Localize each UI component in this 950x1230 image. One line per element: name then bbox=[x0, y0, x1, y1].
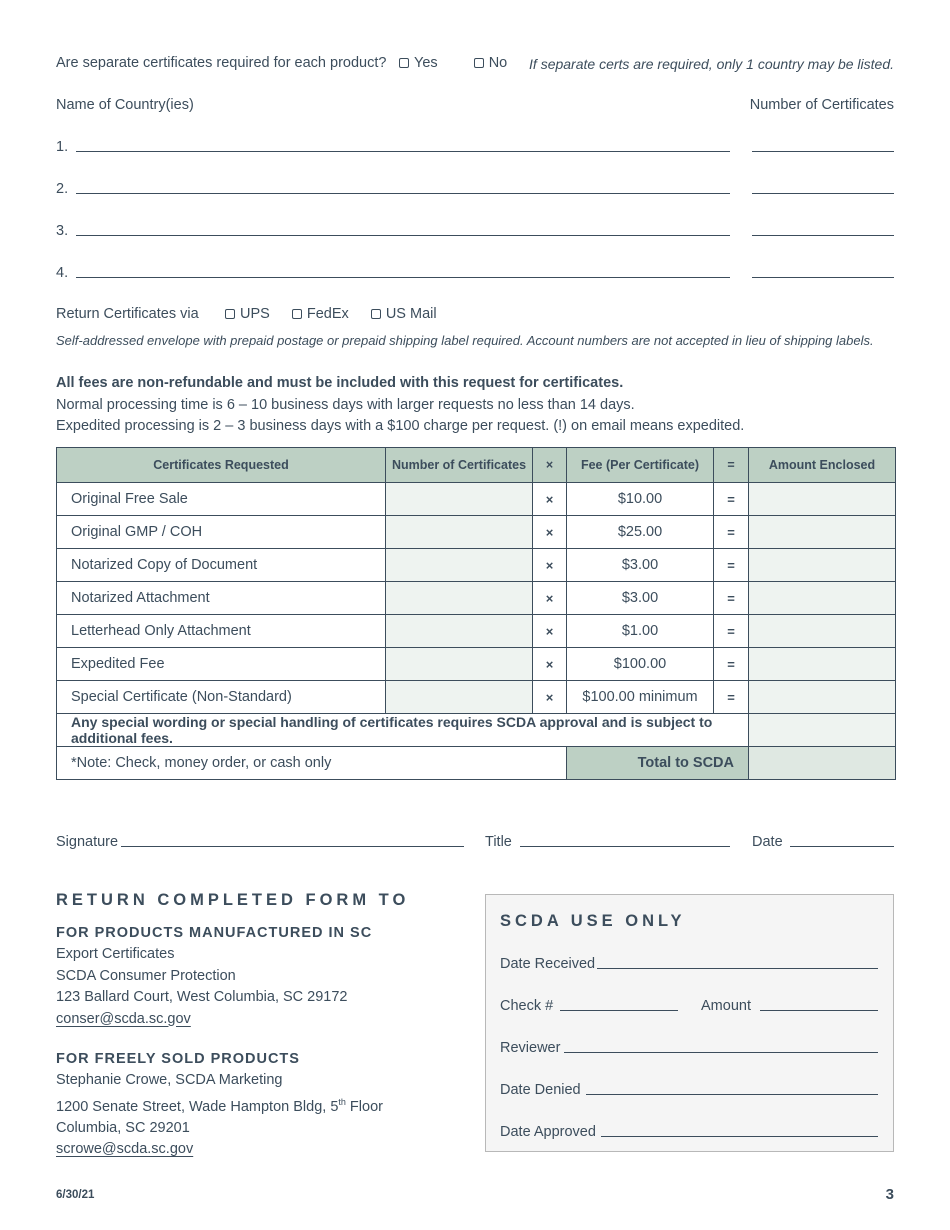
sc-address bbox=[56, 944, 348, 1030]
amount-input-cell[interactable] bbox=[749, 483, 896, 516]
yes-option[interactable] bbox=[399, 55, 438, 71]
equals-symbol: = bbox=[714, 549, 749, 582]
equals-symbol: = bbox=[714, 582, 749, 615]
number-input-cell[interactable] bbox=[386, 681, 533, 714]
certificate-type: Notarized Attachment bbox=[57, 582, 386, 615]
address-line: Stephanie Crowe, SCDA Marketing bbox=[56, 1072, 283, 1088]
certificate-count-line[interactable] bbox=[752, 151, 894, 152]
special-handling-note: Any special wording or special handling of certificates requires SCDA approval and is subject to additional fees. bbox=[57, 714, 749, 747]
header-times: × bbox=[533, 448, 567, 483]
separate-certs-options bbox=[399, 55, 525, 71]
country-name-line[interactable] bbox=[76, 277, 730, 278]
amount-input-cell[interactable] bbox=[749, 549, 896, 582]
date-denied-label: Date Denied bbox=[500, 1082, 581, 1098]
usmail-checkbox[interactable] bbox=[371, 309, 381, 319]
fee-value: $3.00 bbox=[567, 582, 714, 615]
certificate-count-header: Number of Certificates bbox=[749, 97, 894, 113]
check-number-line[interactable] bbox=[560, 1010, 678, 1011]
table-row bbox=[57, 516, 896, 549]
address-line: SCDA Consumer Protection bbox=[56, 967, 236, 984]
no-option[interactable] bbox=[474, 55, 508, 71]
ordinal-suffix: th bbox=[338, 1096, 346, 1107]
fee-value: $100.00 bbox=[567, 648, 714, 681]
fee-value: $100.00 minimum bbox=[567, 681, 714, 714]
special-note-row bbox=[57, 714, 896, 747]
sc-email-link[interactable]: conser@scda.sc.gov bbox=[56, 1010, 191, 1027]
check-number-label: Check # bbox=[500, 998, 554, 1014]
fee-value: $3.00 bbox=[567, 549, 714, 582]
number-input-cell[interactable] bbox=[386, 549, 533, 582]
fedex-option[interactable] bbox=[292, 306, 349, 322]
certificate-type: Letterhead Only Attachment bbox=[57, 615, 386, 648]
table-row bbox=[57, 681, 896, 714]
scda-use-only-heading: SCDA USE ONLY bbox=[500, 912, 686, 930]
fee-table-header bbox=[57, 448, 896, 483]
payment-note: *Note: Check, money order, or cash only bbox=[57, 747, 567, 780]
date-denied-line[interactable] bbox=[586, 1094, 878, 1095]
certificate-count-line[interactable] bbox=[752, 235, 894, 236]
certificate-count-line[interactable] bbox=[752, 193, 894, 194]
fee-value: $10.00 bbox=[567, 483, 714, 516]
equals-symbol: = bbox=[714, 516, 749, 549]
number-input-cell[interactable] bbox=[386, 582, 533, 615]
signature-line[interactable] bbox=[121, 846, 464, 847]
country-name-line[interactable] bbox=[76, 193, 730, 194]
table-row bbox=[57, 549, 896, 582]
no-checkbox[interactable] bbox=[474, 58, 484, 68]
signature-label: Signature bbox=[56, 834, 119, 850]
reviewer-line[interactable] bbox=[564, 1052, 878, 1053]
times-symbol: × bbox=[533, 615, 567, 648]
certificate-type: Original Free Sale bbox=[57, 483, 386, 516]
times-symbol: × bbox=[533, 582, 567, 615]
date-line[interactable] bbox=[790, 846, 894, 847]
address-line: Export Certificates bbox=[56, 946, 175, 962]
normal-processing-text: Normal processing time is 6 – 10 business days with larger requests no less than 14 days. bbox=[56, 397, 635, 413]
freely-email-link[interactable]: scrowe@scda.sc.gov bbox=[56, 1141, 194, 1158]
title-label: Title bbox=[485, 834, 512, 850]
number-input-cell[interactable] bbox=[386, 516, 533, 549]
times-symbol: × bbox=[533, 549, 567, 582]
number-input-cell[interactable] bbox=[386, 615, 533, 648]
country-name-line[interactable] bbox=[76, 151, 730, 152]
table-row bbox=[57, 648, 896, 681]
total-amount-cell[interactable] bbox=[749, 747, 896, 780]
table-row bbox=[57, 615, 896, 648]
table-row bbox=[57, 582, 896, 615]
separate-certs-note: If separate certs are required, only 1 country may be listed. bbox=[529, 56, 894, 72]
address-text: Floor bbox=[345, 1098, 383, 1115]
amount-input-cell[interactable] bbox=[749, 582, 896, 615]
return-via-label: Return Certificates via bbox=[56, 306, 199, 322]
fedex-checkbox[interactable] bbox=[292, 309, 302, 319]
country-row-number: 4. bbox=[56, 265, 69, 281]
address-text: 1200 Senate Street, Wade Hampton Bldg, 5 bbox=[56, 1098, 339, 1115]
date-approved-line[interactable] bbox=[601, 1136, 878, 1137]
equals-symbol: = bbox=[714, 483, 749, 516]
amount-line[interactable] bbox=[760, 1010, 878, 1011]
number-input-cell[interactable] bbox=[386, 483, 533, 516]
header-amount-enclosed: Amount Enclosed bbox=[749, 448, 896, 483]
return-via-note: Self-addressed envelope with prepaid postage or prepaid shipping label required. Account numbers are not accepted in lieu of shipping labels. bbox=[56, 333, 874, 348]
fees-nonrefundable: All fees are non-refundable and must be included with this request for certificates. bbox=[56, 375, 624, 391]
yes-label: Yes bbox=[414, 55, 438, 71]
scda-use-only-box bbox=[485, 894, 894, 1152]
times-symbol: × bbox=[533, 648, 567, 681]
date-received-label: Date Received bbox=[500, 956, 596, 972]
amount-input-cell[interactable] bbox=[749, 681, 896, 714]
return-via-options bbox=[225, 306, 455, 322]
freely-sold-address bbox=[56, 1070, 383, 1161]
header-number-of-certificates: Number of Certificates bbox=[386, 448, 533, 483]
yes-checkbox[interactable] bbox=[399, 58, 409, 68]
fee-value: $1.00 bbox=[567, 615, 714, 648]
amount-label: Amount bbox=[701, 998, 751, 1014]
date-received-line[interactable] bbox=[597, 968, 878, 969]
sc-products-heading: FOR PRODUCTS MANUFACTURED IN SC bbox=[56, 925, 373, 941]
country-row-number: 1. bbox=[56, 139, 69, 155]
reviewer-label: Reviewer bbox=[500, 1040, 561, 1056]
times-symbol: × bbox=[533, 483, 567, 516]
country-name-header: Name of Country(ies) bbox=[56, 97, 194, 113]
total-label: Total to SCDA bbox=[567, 747, 749, 780]
header-fee: Fee (Per Certificate) bbox=[567, 448, 714, 483]
amount-input-cell[interactable] bbox=[749, 648, 896, 681]
equals-symbol: = bbox=[714, 681, 749, 714]
usmail-label: US Mail bbox=[385, 306, 437, 322]
equals-symbol: = bbox=[714, 615, 749, 648]
certificate-type: Expedited Fee bbox=[57, 648, 386, 681]
freely-sold-heading: FOR FREELY SOLD PRODUCTS bbox=[56, 1051, 300, 1067]
address-line bbox=[56, 1092, 383, 1118]
country-row-number: 3. bbox=[56, 223, 69, 239]
total-row bbox=[57, 747, 896, 780]
no-label: No bbox=[488, 55, 508, 71]
country-row-number: 2. bbox=[56, 181, 69, 197]
fee-table bbox=[56, 447, 896, 780]
amount-input-cell[interactable] bbox=[749, 615, 896, 648]
special-amount-cell[interactable] bbox=[749, 714, 896, 747]
equals-symbol: = bbox=[714, 648, 749, 681]
amount-input-cell[interactable] bbox=[749, 516, 896, 549]
certificate-type: Special Certificate (Non-Standard) bbox=[57, 681, 386, 714]
header-certificates-requested: Certificates Requested bbox=[57, 448, 386, 483]
header-equals: = bbox=[714, 448, 749, 483]
address-line: Columbia, SC 29201 bbox=[56, 1119, 190, 1136]
fee-value: $25.00 bbox=[567, 516, 714, 549]
number-input-cell[interactable] bbox=[386, 648, 533, 681]
times-symbol: × bbox=[533, 516, 567, 549]
date-label: Date bbox=[752, 834, 783, 850]
ups-checkbox[interactable] bbox=[225, 309, 235, 319]
footer-date: 6/30/21 bbox=[56, 1189, 95, 1201]
page-number: 3 bbox=[885, 1186, 894, 1203]
return-form-heading: RETURN COMPLETED FORM TO bbox=[56, 891, 410, 909]
expedited-processing-text: Expedited processing is 2 – 3 business days with a $100 charge per request. (!) on email means expedited. bbox=[56, 418, 745, 434]
country-name-line[interactable] bbox=[76, 235, 730, 236]
ups-label: UPS bbox=[240, 306, 270, 322]
table-row bbox=[57, 483, 896, 516]
ups-option[interactable] bbox=[225, 306, 270, 322]
address-line: 123 Ballard Court, West Columbia, SC 29172 bbox=[56, 989, 348, 1005]
separate-certs-question: Are separate certificates required for each product? bbox=[56, 55, 387, 71]
date-approved-label: Date Approved bbox=[500, 1124, 596, 1140]
title-line[interactable] bbox=[520, 846, 730, 847]
fedex-label: FedEx bbox=[306, 306, 349, 322]
certificate-type: Original GMP / COH bbox=[57, 516, 386, 549]
times-symbol: × bbox=[533, 681, 567, 714]
certificate-type: Notarized Copy of Document bbox=[57, 549, 386, 582]
usmail-option[interactable] bbox=[371, 306, 437, 322]
certificate-count-line[interactable] bbox=[752, 277, 894, 278]
